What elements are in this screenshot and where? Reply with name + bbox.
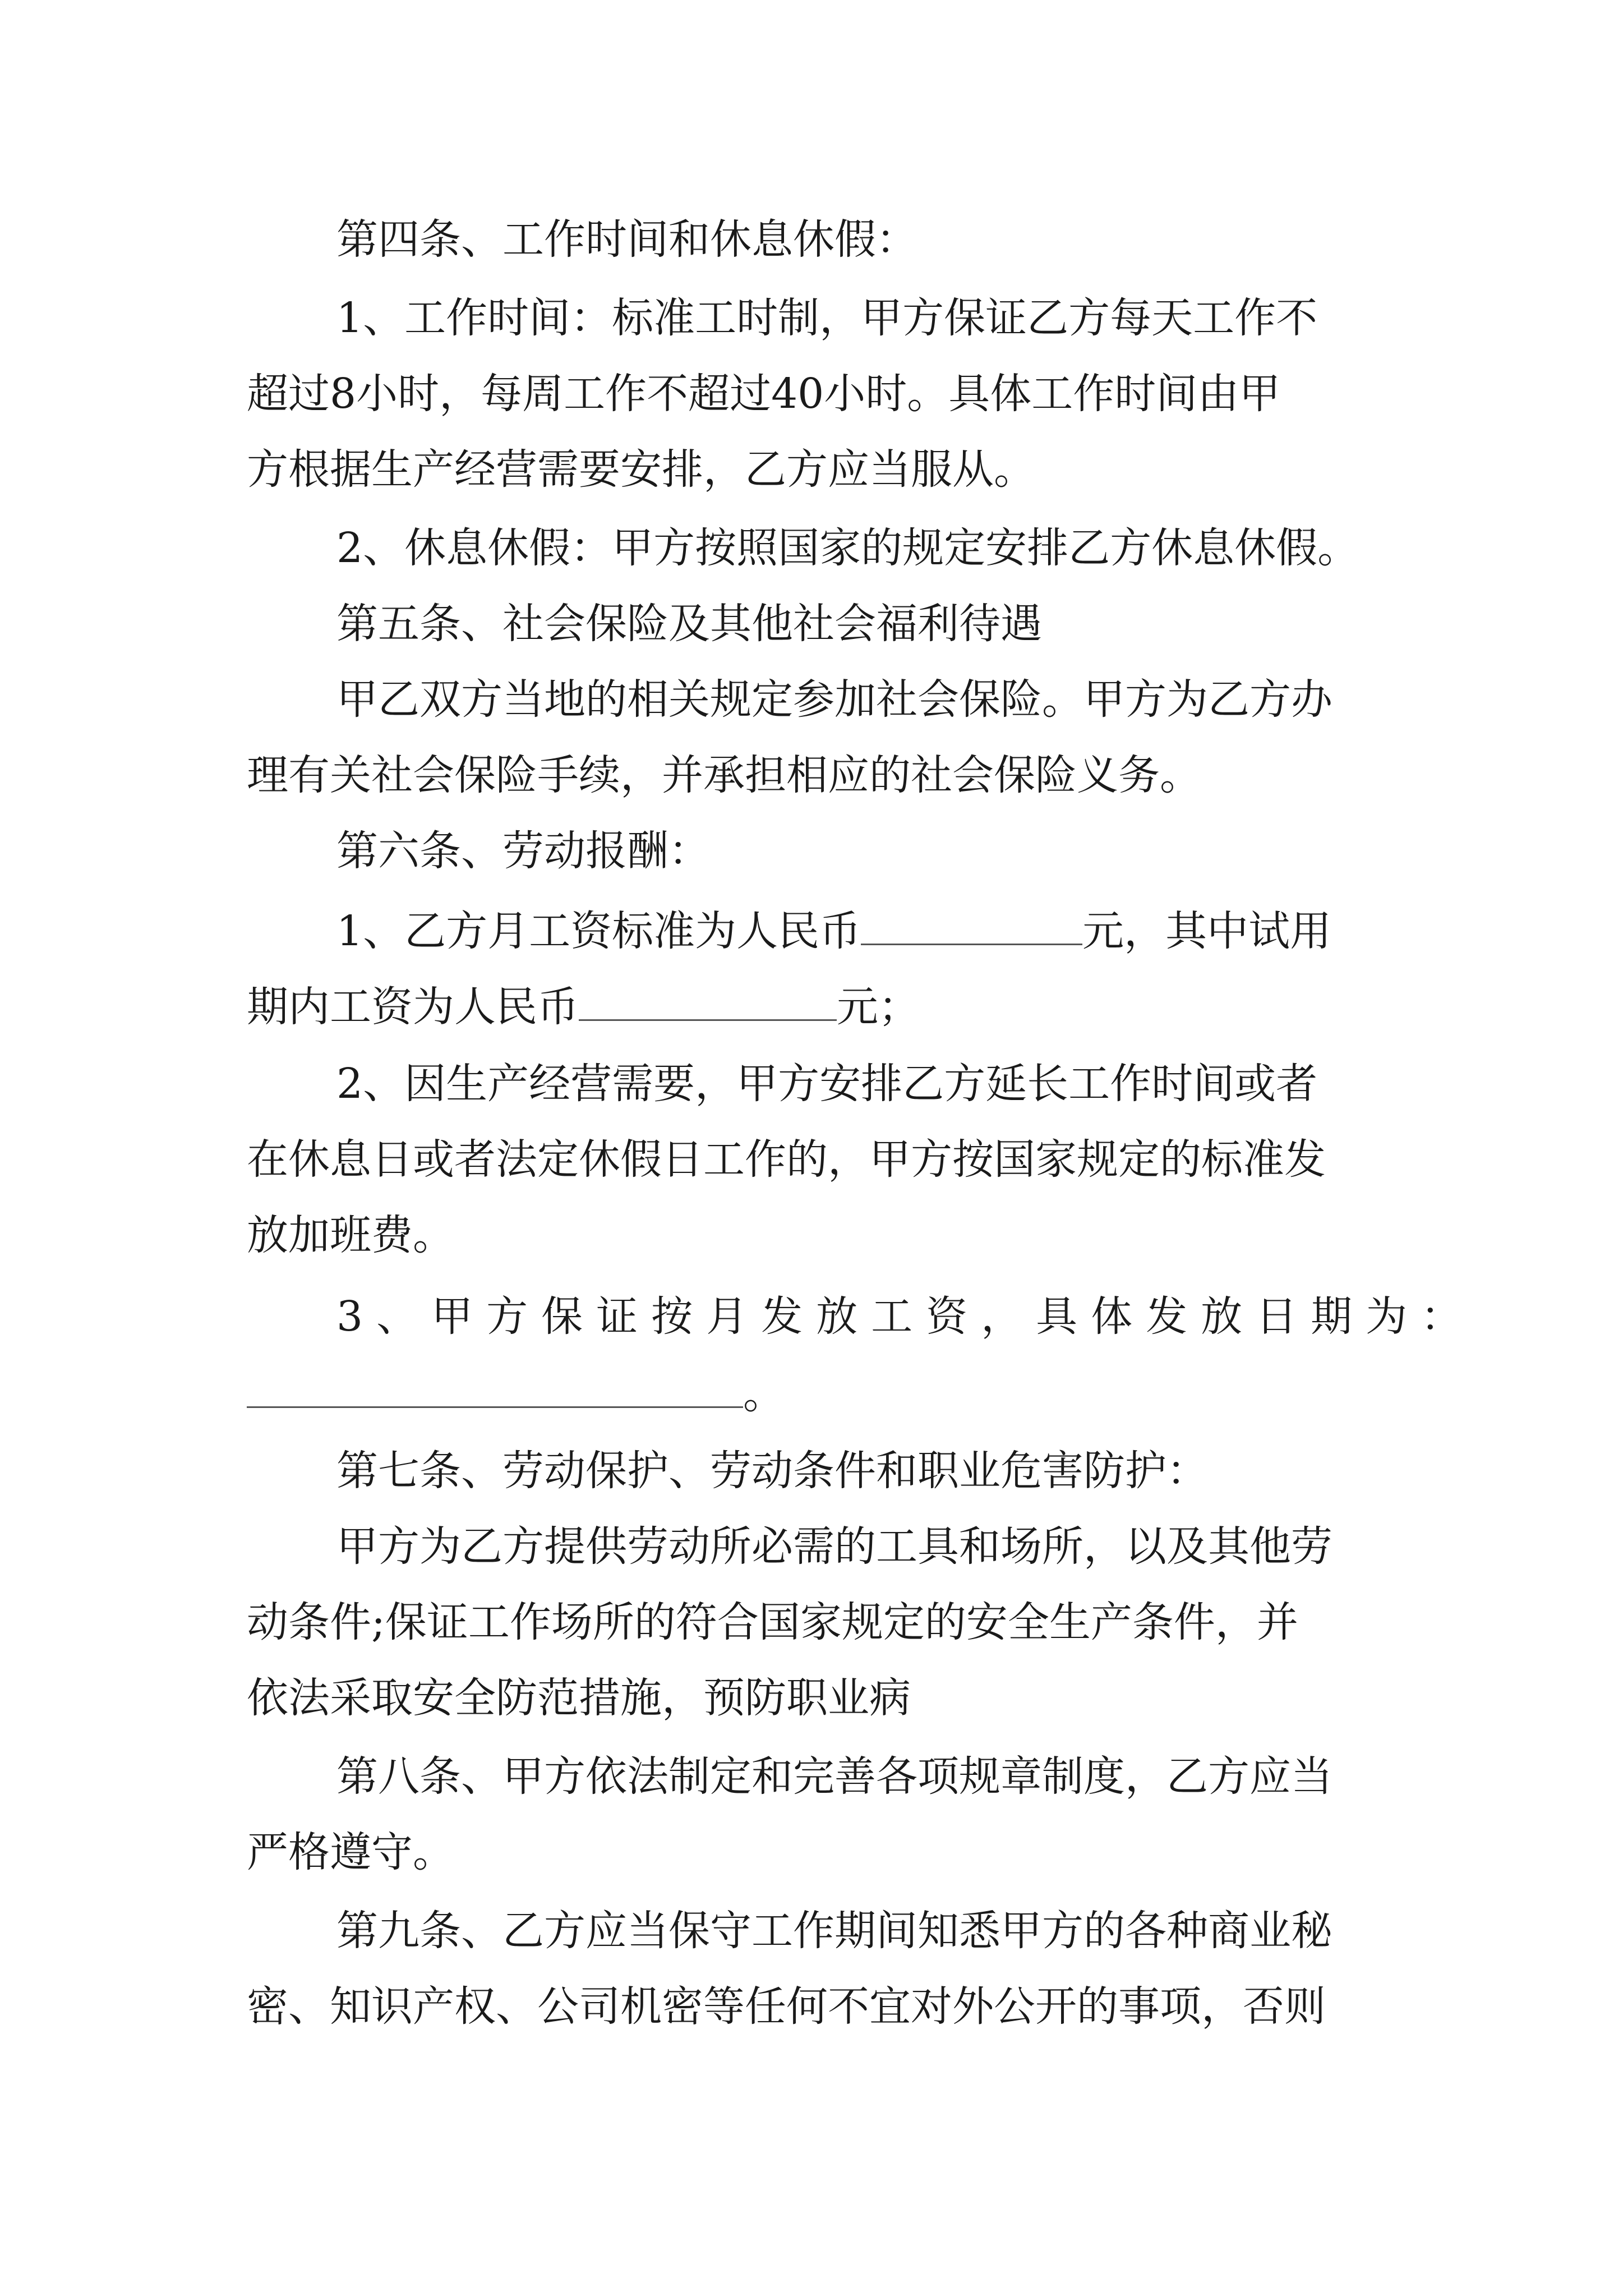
article-7-heading: 第七条、劳动保护、劳动条件和职业危害防护： <box>336 1447 1208 1495</box>
paragraph-line <box>247 980 920 1032</box>
paragraph-text: 元； <box>837 983 920 1031</box>
paragraph-line: 1、工作时间：标准工时制，甲方保证乙方每天工作不 <box>336 294 1318 342</box>
article-8-line: 第八条、甲方依法制定和完善各项规章制度，乙方应当 <box>336 1752 1332 1801</box>
paragraph-text: 元，其中试用 <box>1082 907 1332 955</box>
fill-in-blank-pay-date[interactable] <box>247 1367 743 1408</box>
paragraph-line: 动条件;保证工作场所的符合国家规定的安全生产条件，并 <box>247 1598 1298 1646</box>
article-5-heading: 第五条、社会保险及其他社会福利待遇 <box>336 600 1042 648</box>
paragraph-line: 超过8小时，每周工作不超过40小时。具体工作时间由甲 <box>247 370 1281 418</box>
paragraph-text: 。 <box>743 1370 785 1418</box>
paragraph-line: 3、甲方保证按月发放工资，具体发放日期为： <box>336 1292 1476 1341</box>
paragraph-line: 密、知识产权、公司机密等任何不宜对外公开的事项，否则 <box>247 1982 1326 2031</box>
paragraph-line: 2、因生产经营需要，甲方安排乙方延长工作时间或者 <box>336 1060 1318 1108</box>
paragraph-line: 依法采取安全防范措施，预防职业病 <box>247 1674 911 1722</box>
paragraph-line: 方根据生产经营需要安排，乙方应当服从。 <box>247 445 1035 494</box>
paragraph-line <box>247 1367 785 1419</box>
paragraph-line: 放加班费。 <box>247 1211 454 1259</box>
paragraph-line: 理有关社会保险手续，并承担相应的社会保险义务。 <box>247 751 1201 799</box>
paragraph-line: 严格遵守。 <box>247 1828 454 1876</box>
paragraph-line: 甲乙双方当地的相关规定参加社会保险。甲方为乙方办 <box>336 675 1332 724</box>
paragraph-line: 2、休息休假：甲方按照国家的规定安排乙方休息休假。 <box>336 524 1359 572</box>
article-6-heading: 第六条、劳动报酬： <box>336 827 710 875</box>
paragraph-line <box>336 904 1331 956</box>
paragraph-line: 甲方为乙方提供劳动所必需的工具和场所，以及其他劳 <box>336 1522 1332 1571</box>
paragraph-text: 1、乙方月工资标准为人民币 <box>336 907 861 955</box>
fill-in-blank-probation-salary[interactable] <box>579 980 837 1021</box>
article-4-heading: 第四条、工作时间和休息休假： <box>336 215 917 264</box>
paragraph-line: 在休息日或者法定休假日工作的，甲方按国家规定的标准发 <box>247 1135 1326 1184</box>
fill-in-blank-monthly-salary[interactable] <box>861 904 1082 945</box>
article-9-line: 第九条、乙方应当保守工作期间知悉甲方的各种商业秘 <box>336 1907 1332 1955</box>
paragraph-text: 期内工资为人民币 <box>247 983 579 1031</box>
